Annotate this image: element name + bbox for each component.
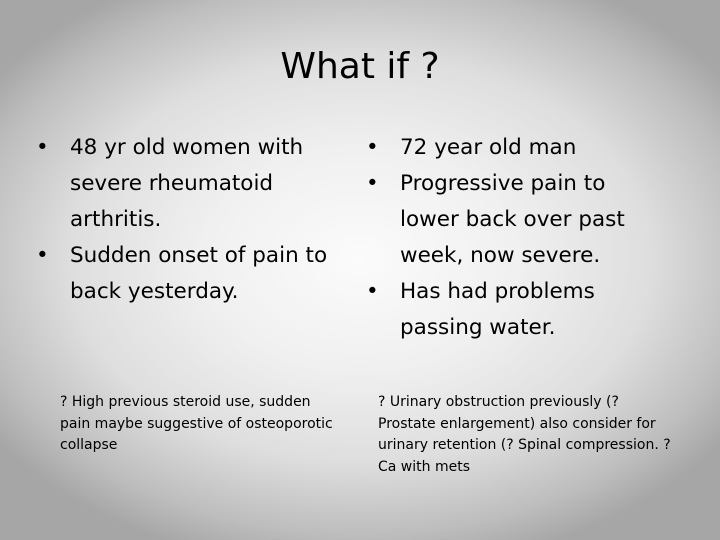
right-bullet-item: • Has had problems passing water. [366, 274, 666, 346]
right-note: ? Urinary obstruction previously (? Prostate enlargement) also consider for urinary retention (? Spinal compression. ? Ca with mets [378, 394, 671, 475]
left-bullet-item: • Sudden onset of pain to back yesterday. [36, 238, 356, 310]
right-bullet-item: • Progressive pain to lower back over past week, now severe. [366, 166, 666, 274]
left-note: ? High previous steroid use, sudden pain maybe suggestive of osteoporotic collapse [60, 394, 333, 453]
slide-title: What if ? [280, 46, 440, 87]
left-bullet-item: • 48 yr old women with severe rheumatoid arthritis. [36, 130, 356, 238]
left-bullet-list [36, 130, 356, 310]
right-bullet-item: • 72 year old man [366, 130, 666, 166]
right-bullet-list [366, 130, 666, 346]
